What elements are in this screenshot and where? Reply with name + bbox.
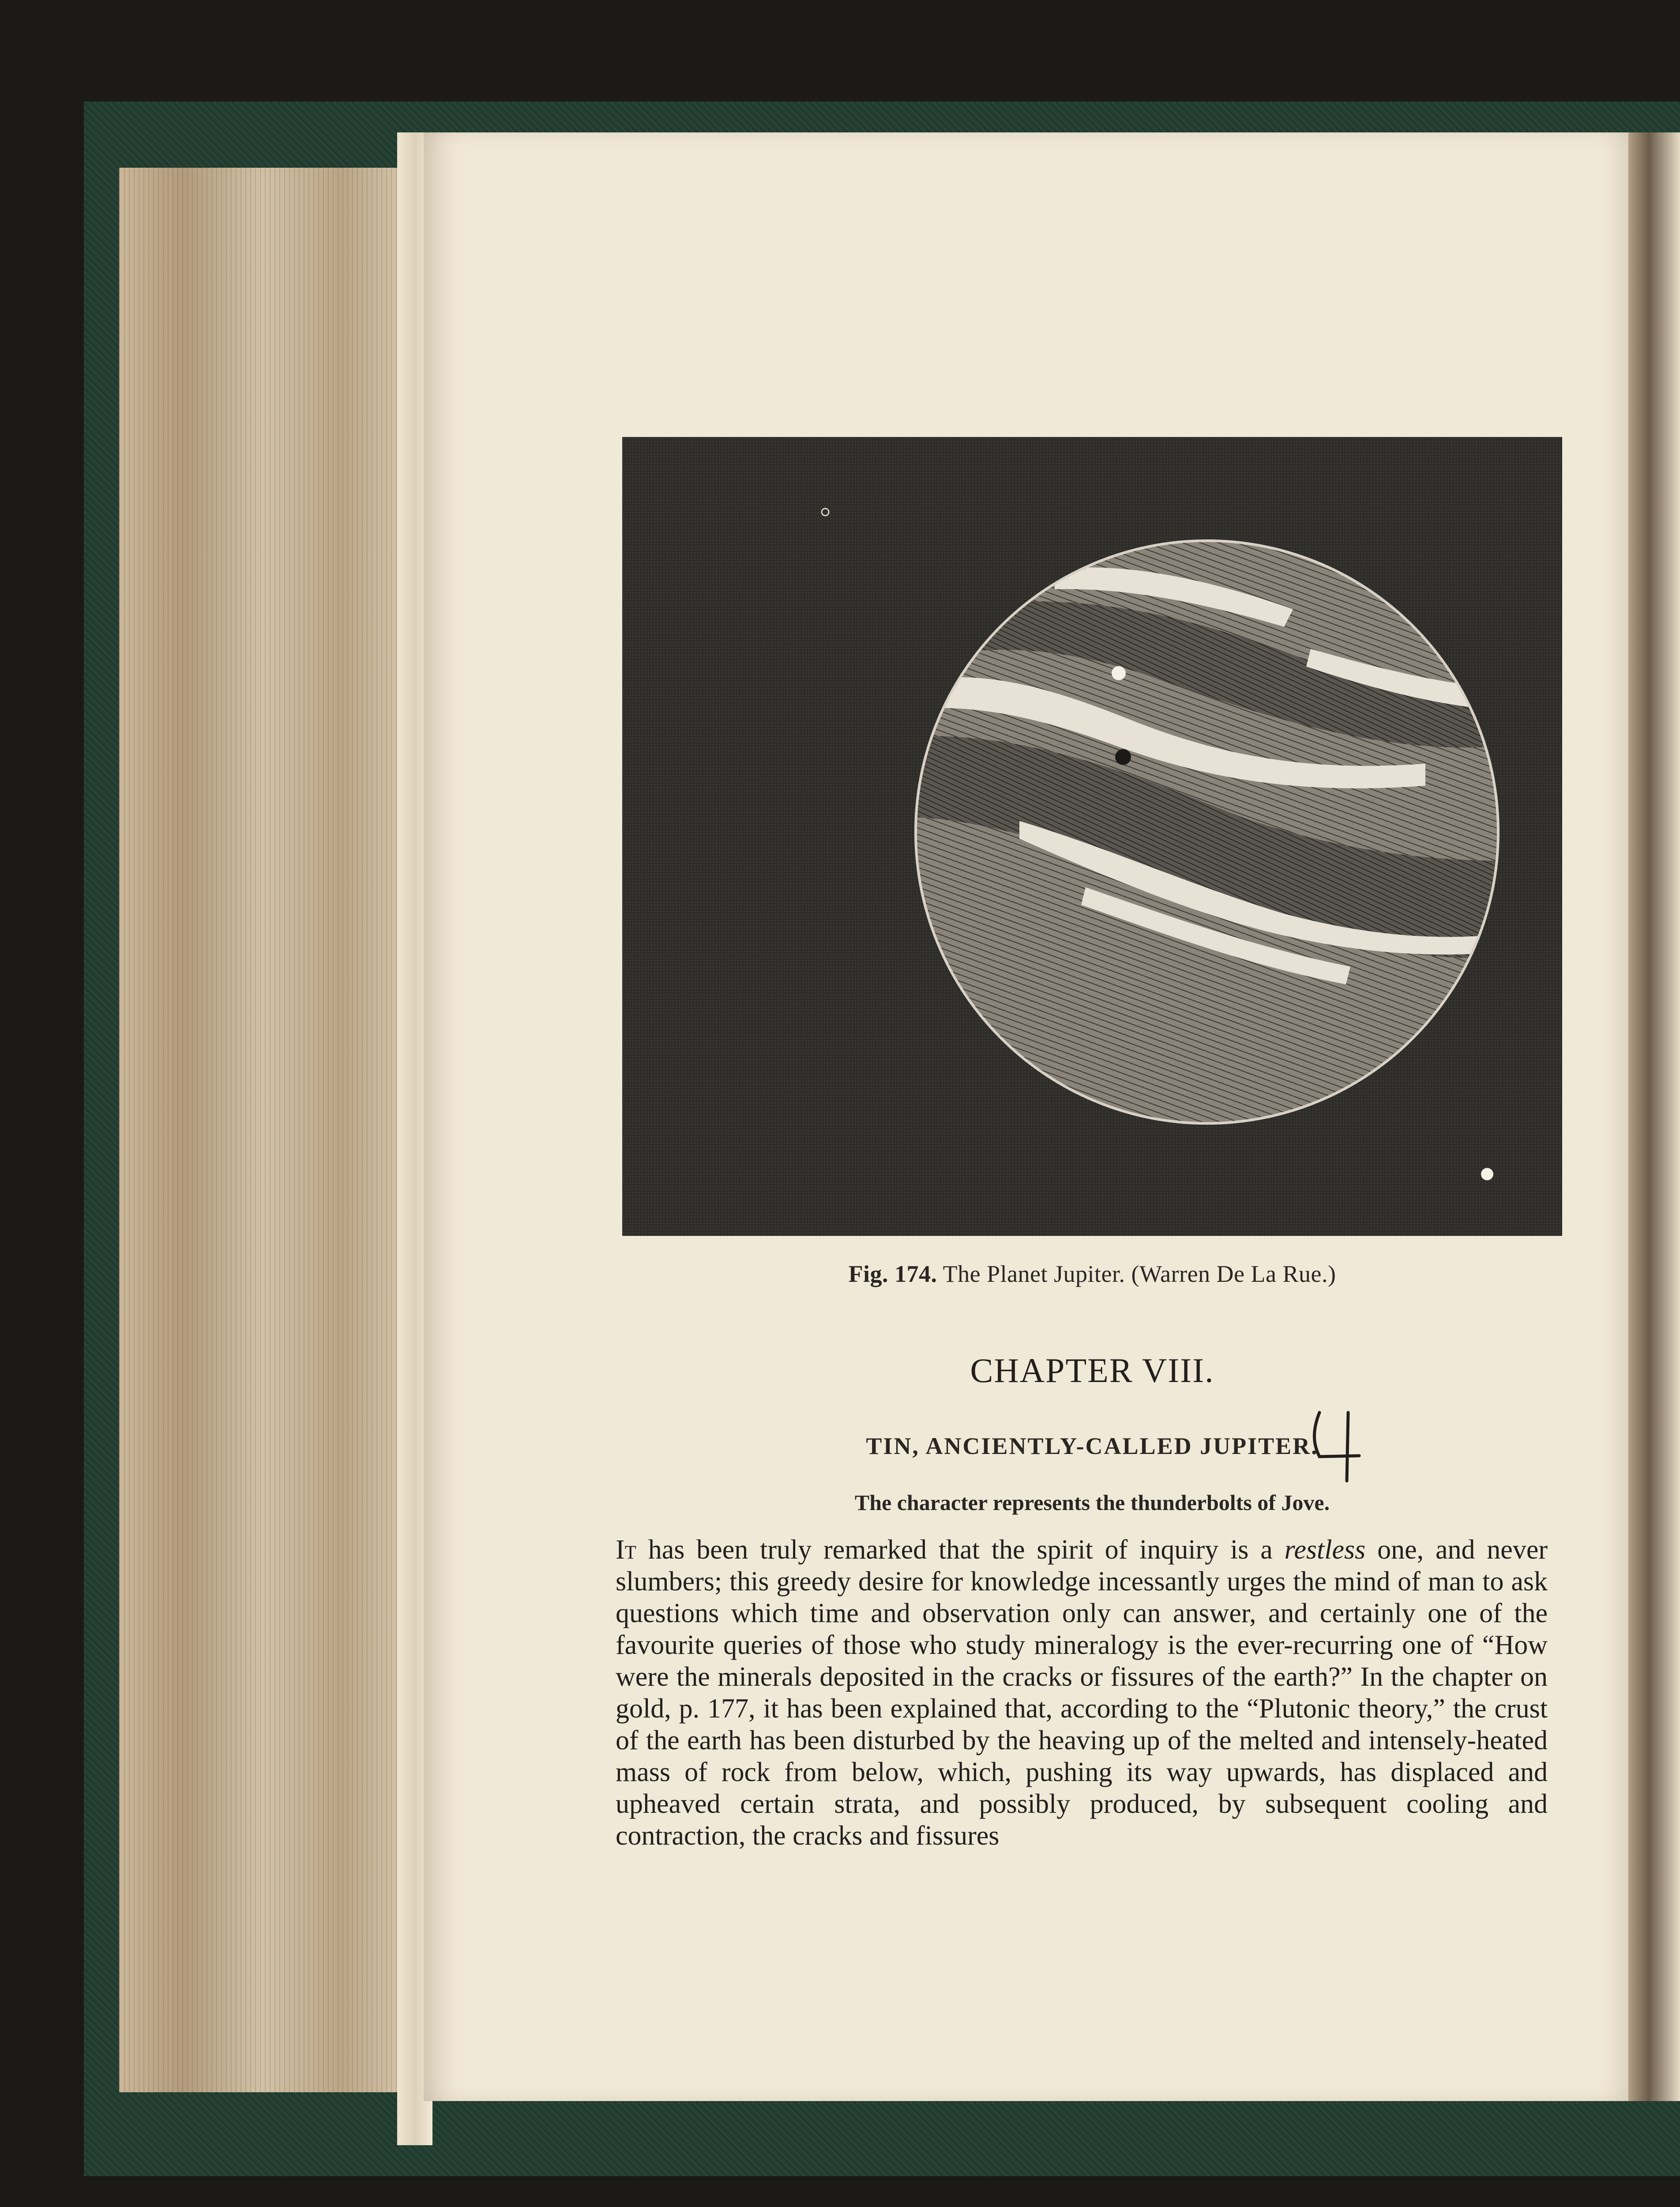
chapter-subtitle: TIN, ANCIENTLY-CALLED JUPITER. — [866, 1433, 1319, 1459]
jupiter-symbol-icon — [1306, 1404, 1368, 1483]
body-emphasis: restless — [1284, 1535, 1366, 1565]
plate-speck — [822, 508, 829, 516]
body-text-part-2: one, and never slumbers; this greedy desire for knowledge incessantly urges the mind of man to ask questions which time and observation only can answer, and certainly one of the favourite queries of those who study mineralogy is the ever-recurring one of “How were the minerals deposited in the cracks or fissures of the earth?” In the chapter on gold, p. 177, it has been explained that, according to the “Plutonic theory,” the crust of the earth has been disturbed by the heaving up of the melted and intensely-heated mass of rock from below, which, pushing its way upwards, has displaced and upheaved certain strata, and possibly produced, by subsequent cooling and contraction, the cracks and fissures — [616, 1535, 1548, 1851]
book-gutter — [1628, 132, 1680, 2101]
satellite-shadow-dark — [1115, 749, 1131, 765]
figure-caption-text: The Planet Jupiter. (Warren De La Rue.) — [943, 1261, 1336, 1287]
figure-label: Fig. 174. — [848, 1261, 937, 1287]
satellite-shadow-light — [1112, 666, 1126, 680]
figure-jupiter-plate — [622, 437, 1562, 1236]
page-stack-left — [119, 168, 437, 2092]
jupiter-engraving — [622, 437, 1562, 1236]
chapter-body-paragraph — [616, 1534, 1548, 1852]
body-text-part-1: has been truly remarked that the spirit of inquiry is a — [636, 1535, 1285, 1565]
chapter-heading: CHAPTER VIII. — [970, 1351, 1214, 1390]
satellite-dot — [1481, 1168, 1493, 1180]
dropcap-word: It — [616, 1535, 636, 1565]
symbol-note: The character represents the thunderbolts of Jove. — [854, 1490, 1330, 1515]
figure-caption — [622, 1260, 1562, 1288]
